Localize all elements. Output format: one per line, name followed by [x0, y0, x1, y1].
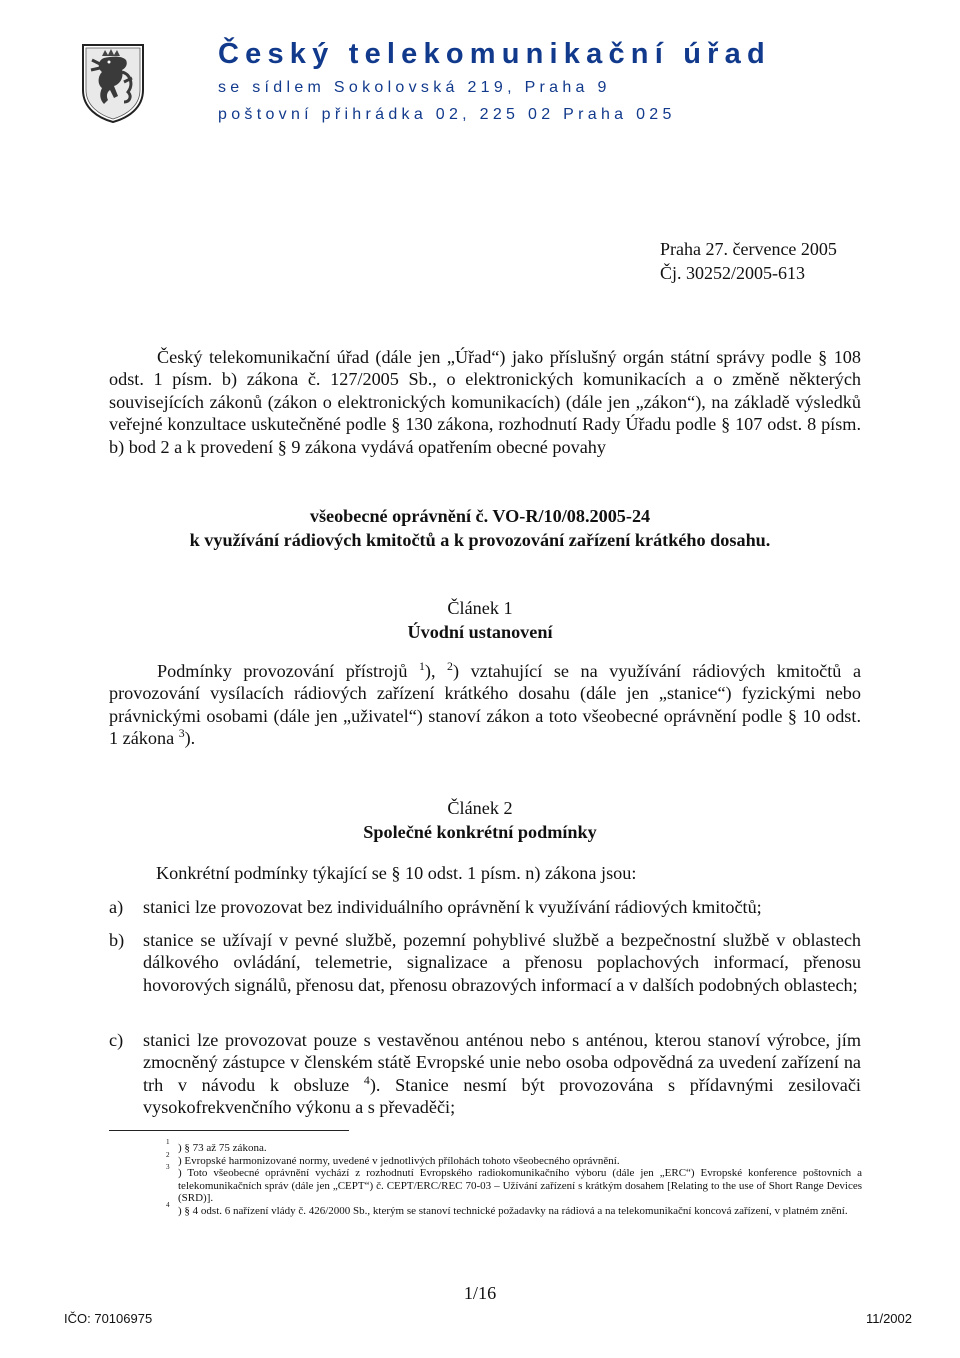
article-1-heading — [100, 596, 860, 644]
article-1-number: Článek 1 — [447, 598, 513, 618]
footnote-text: ) § 73 až 75 zákona. — [178, 1142, 267, 1154]
list-item-text: stanici lze provozovat bez individuálního oprávnění k využívání rádiových kmitočtů; — [143, 897, 762, 917]
footnote-text: ) Evropské harmonizované normy, uvedené v jednotlivých přílohách tohoto všeobecného oprávnění. — [178, 1154, 620, 1167]
date-block — [660, 237, 837, 285]
article-1-text-c: ) vztahující se na využívání rádiových kmitočtů a provozování vysílacích rádiových zařízení krátkého dosahu (dále jen „stanice“) fyzickými nebo právnickými osobami (dále jen „uživatel“) stanoví zákon a toto všeobecné oprávnění podle § 10 odst. 1 zákona — [109, 661, 862, 749]
article-1-text-b: ), — [424, 661, 436, 681]
org-name: Český telekomunikační úřad — [218, 38, 771, 70]
footnote: 3 ) Toto všeobecné oprávnění vychází z rozhodnutí Evropského radiokomunikačního výboru (dále jen „ERC“) Evropské konference poštovních a telekomunikačních správ (dále jen „CEPT“) č. CEPT/ERC/REC 70-03 – Užívání zařízení s krátkým dosahem [Relating to the use of Short Range Devices (SRD)]. — [166, 1163, 862, 1204]
heading-line-1: všeobecné oprávnění č. VO-R/10/08.2005-24 — [309, 506, 651, 526]
footnote-ref-1: 1 — [418, 658, 425, 673]
footnote-ref-3: 3 — [178, 726, 185, 741]
list-item-label: c) — [109, 1030, 124, 1050]
footnote-ref-2: 2 — [447, 658, 453, 673]
footnote-text: ) § 4 odst. 6 nařízení vlády č. 426/2000 Sb., kterým se stanoví technické požadavky na rádiová a na telekomunikační koncová zařízení, v platném znění. — [178, 1204, 848, 1217]
list-item-text — [143, 1029, 861, 1119]
footnote: 4 ) § 4 odst. 6 nařízení vlády č. 426/2000 Sb., kterým se stanoví technické požadavky na rádiová a na telekomunikační koncová zařízení, v platném znění. — [166, 1200, 848, 1217]
footnote: 1 ) § 73 až 75 zákona. — [166, 1138, 267, 1154]
article-2-title: Společné konkrétní podmínky — [363, 822, 597, 842]
footnote-text: ) Toto všeobecné oprávnění vychází z rozhodnutí Evropského radiokomunikačního výboru (dále jen „ERC“) Evropské konference poštovních a telekomunikačních správ (dále jen „CEPT“) č. CEPT/ERC/REC 70-03 – Užívání zařízení s krátkým dosahem [Relating to the use of Short Range Devices (SRD)]. — [178, 1167, 862, 1204]
list-item-text-a: stanici lze provozovat pouze s vestavěnou anténou nebo s anténou, kterou stanoví výrobce, jím zmocněný zástupce v členském státě Evropské unie nebo osoba odpovědná za uvedení zařízení na trh v návodu k obsluze — [143, 1030, 861, 1095]
footnote-divider — [109, 1130, 349, 1131]
list-item-label: b) — [109, 930, 125, 950]
form-code: 11/2002 — [865, 1311, 912, 1326]
footnote-ref-4: 4 — [363, 1072, 370, 1087]
list-item-text-b: ). Stanice nesmí být provozována s přídavnými zesilovači vysokofrekvenčního výkonu a s převaděči; — [143, 1074, 861, 1118]
article-1-text-d: ). — [184, 728, 196, 749]
list-item-label: a) — [109, 897, 124, 917]
article-1-paragraph — [109, 660, 861, 750]
list-item — [109, 929, 861, 996]
address-line-1: se sídlem Sokolovská 219, Praha 9 — [218, 79, 611, 96]
document-date: Praha 27. července 2005 — [660, 239, 837, 259]
article-2-heading — [100, 796, 860, 844]
article-2-number: Článek 2 — [447, 798, 513, 818]
list-item — [109, 1029, 861, 1119]
page-number: 1/16 — [463, 1283, 497, 1303]
intro-paragraph: Český telekomunikační úřad (dále jen „Úřad“) jako příslušný orgán státní správy podle § 108 odst. 1 písm. b) zákona č. 127/2005 Sb., o elektronických komunikacích a o změně některých souvisejících zákonů (zákon o elektronických komunikacích) (dále jen „zákon“), na základě výsledků veřejné konzultace uskutečněné podle § 130 zákona, rozhodnutí Rady Úřadu podle § 107 odst. 8 písm. b) bod 2 a k provedení § 9 zákona vydává opatřením obecné povahy — [109, 347, 861, 457]
company-id: IČO: 70106975 — [64, 1311, 153, 1326]
document-heading — [100, 504, 860, 552]
lion-emblem-icon — [80, 42, 146, 124]
address-line-2: poštovní přihrádka 02, 225 02 Praha 025 — [218, 106, 676, 123]
heading-line-2: k využívání rádiových kmitočtů a k provozování zařízení krátkého dosahu. — [189, 530, 771, 550]
article-1-title: Úvodní ustanovení — [407, 622, 553, 642]
list-item-text: stanice se užívají v pevné službě, pozemní pohyblivé službě a bezpečnostní službě v oblastech dálkového ovládání, telemetrie, signalizace a přenosu poplachových informací, přenosu hovorových signálů, přenosu dat, přenosu obrazových informací a v dalších podobných oblastech; — [143, 930, 861, 995]
article-2-intro: Konkrétní podmínky týkající se § 10 odst. 1 písm. n) zákona jsou: — [156, 863, 637, 883]
list-item — [109, 896, 861, 918]
article-1-text-a: Podmínky provozování přístrojů — [157, 661, 408, 681]
footnotes — [166, 1138, 862, 1217]
footnote: 2 ) Evropské harmonizované normy, uvedené v jednotlivých přílohách tohoto všeobecného oprávnění. — [166, 1150, 620, 1167]
reference-number: Čj. 30252/2005-613 — [660, 263, 806, 283]
